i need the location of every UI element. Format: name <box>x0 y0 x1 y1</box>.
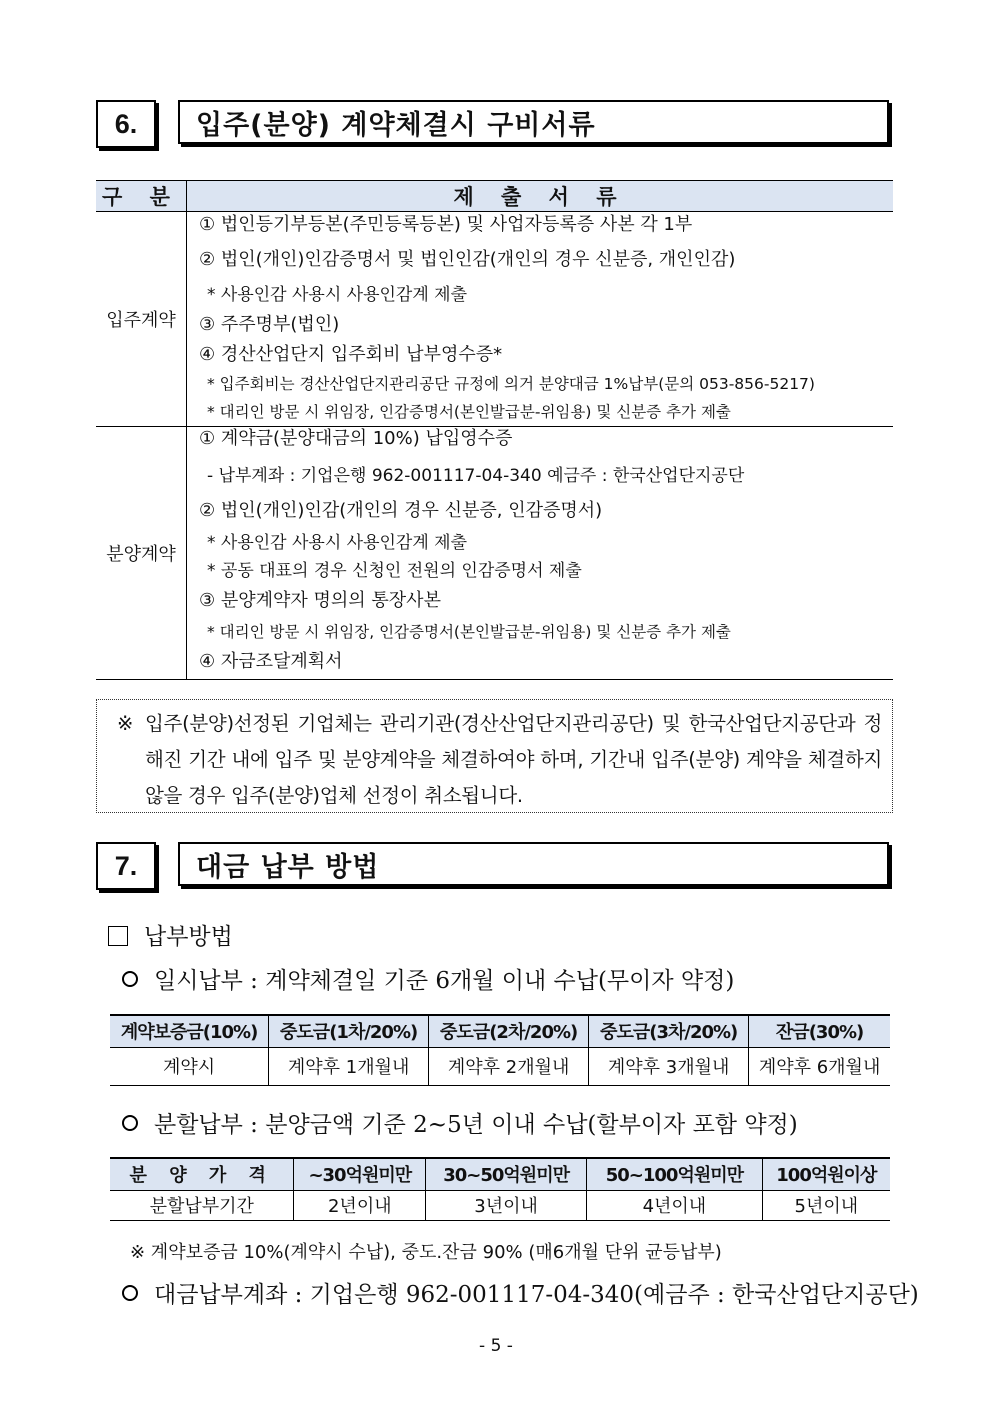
lump-sum-line <box>122 962 734 995</box>
table-header-cell: 30~50억원미만 <box>426 1158 587 1190</box>
table-header-category: 구 분 <box>96 181 187 212</box>
list-item: * 대리인 방문 시 위임장, 인감증명서(본인발급분-위임용) 및 신분증 추가 제출 <box>207 623 731 641</box>
list-item: ② 법인(개인)인감(개인의 경우 신분증, 인감증명서) <box>199 500 603 521</box>
circle-bullet-icon <box>122 971 138 987</box>
required-documents-table <box>96 180 893 680</box>
list-item: * 입주회비는 경산산업단지관리공단 규정에 의거 분양대금 1%납부(문의 053-856-5217) <box>207 375 815 393</box>
list-item: ④ 경산산업단지 입주회비 납부영수증* <box>199 344 503 365</box>
row-category-occupancy: 입주계약 <box>96 212 187 427</box>
table-cell: 분할납부기간 <box>110 1190 294 1220</box>
table-header-cell: 100억원이상 <box>762 1158 890 1190</box>
list-item: * 대리인 방문 시 위임장, 인감증명서(본인발급분-위임용) 및 신분증 추가 제출 <box>207 403 731 421</box>
payment-account-text: 대금납부계좌 : 기업은행 962-001117-04-340(예금주 : 한국산업단지공단) <box>154 1282 919 1308</box>
table-cell: 계약후 2개월내 <box>429 1047 589 1085</box>
list-item: - 납부계좌 : 기업은행 962-001117-04-340 예금주 : 한국산업단지공단 <box>207 466 745 486</box>
table-header-cell: 분 양 가 격 <box>110 1158 294 1190</box>
circle-bullet-icon <box>122 1285 138 1301</box>
list-item: * 공동 대표의 경우 신청인 전원의 인감증명서 제출 <box>207 561 582 581</box>
section-6-title: 입주(분양) 계약체결시 구비서류 <box>178 100 889 144</box>
contract-notice-box <box>96 699 893 813</box>
section-6-number: 6. <box>96 100 156 148</box>
section-7-title: 대금 납부 방법 <box>178 842 889 886</box>
section-7-header <box>96 842 893 890</box>
table-row <box>96 427 893 680</box>
row-category-sale: 분양계약 <box>96 427 187 680</box>
table-row <box>110 1190 890 1220</box>
table-cell: 계약시 <box>110 1047 269 1085</box>
installment-line <box>122 1106 798 1139</box>
table-header-cell: 50~100억원미만 <box>587 1158 763 1190</box>
table-header-cell: 계약보증금(10%) <box>110 1015 269 1047</box>
lump-sum-text: 일시납부 : 계약체결일 기준 6개월 이내 수납(무이자 약정) <box>154 968 735 994</box>
table-row <box>110 1047 890 1085</box>
table-cell: 4년이내 <box>587 1190 763 1220</box>
list-item: ③ 분양계약자 명의의 통장사본 <box>199 590 441 611</box>
payment-account-line <box>122 1276 919 1309</box>
table-header-cell: 중도금(1차/20%) <box>269 1015 429 1047</box>
payment-method-label: 납부방법 <box>144 924 233 950</box>
table-cell: 계약후 6개월내 <box>749 1047 890 1085</box>
list-item: ④ 자금조달계획서 <box>199 651 343 672</box>
list-item: ③ 주주명부(법인) <box>199 314 340 335</box>
section-6-header <box>96 100 893 148</box>
installment-text: 분할납부 : 분양금액 기준 2~5년 이내 수납(할부이자 포함 약정) <box>154 1112 798 1138</box>
list-item: * 사용인감 사용시 사용인감계 제출 <box>207 285 468 305</box>
list-item: ① 계약금(분양대금의 10%) 납입영수증 <box>199 428 513 449</box>
table-header-cell: 중도금(3차/20%) <box>589 1015 749 1047</box>
table-header-cell: 잔금(30%) <box>749 1015 890 1047</box>
payment-method-heading <box>108 918 233 951</box>
list-item: ① 법인등기부등본(주민등록등본) 및 사업자등록증 사본 각 1부 <box>199 214 693 235</box>
table-cell: 계약후 3개월내 <box>589 1047 749 1085</box>
lump-sum-schedule-table <box>110 1014 890 1086</box>
circle-bullet-icon <box>122 1115 138 1131</box>
row-items-occupancy <box>187 212 894 427</box>
table-cell: 계약후 1개월내 <box>269 1047 429 1085</box>
table-cell: 2년이내 <box>294 1190 426 1220</box>
notice-text: 입주(분양)선정된 기업체는 관리기관(경산산업단지관리공단) 및 한국산업단지공단과 정해진 기간 내에 입주 및 분양계약을 체결하여야 하며, 기간내 입주(분양) 계약을 체결하지 않을 경우 입주(분양)업체 선정이 취소됩니다. <box>145 712 882 807</box>
row-items-sale <box>187 427 894 680</box>
section-7-number: 7. <box>96 842 156 890</box>
table-header-cell: 중도금(2차/20%) <box>429 1015 589 1047</box>
payment-footnote: ※ 계약보증금 10%(계약시 수납), 중도.잔금 90% (매6개월 단위 균등납부) <box>130 1242 722 1263</box>
installment-period-table <box>110 1157 890 1221</box>
checkbox-square-icon <box>108 926 128 946</box>
list-item: ② 법인(개인)인감증명서 및 법인인감(개인의 경우 신분증, 개인인감) <box>199 249 736 270</box>
table-row <box>96 212 893 427</box>
table-cell: 5년이내 <box>762 1190 890 1220</box>
table-header-cell: ~30억원미만 <box>294 1158 426 1190</box>
table-cell: 3년이내 <box>426 1190 587 1220</box>
list-item: * 사용인감 사용시 사용인감계 제출 <box>207 533 468 553</box>
page-number: - 5 - <box>479 1336 513 1356</box>
reference-mark: ※ <box>117 712 134 735</box>
table-header-documents: 제 출 서 류 <box>187 181 894 212</box>
